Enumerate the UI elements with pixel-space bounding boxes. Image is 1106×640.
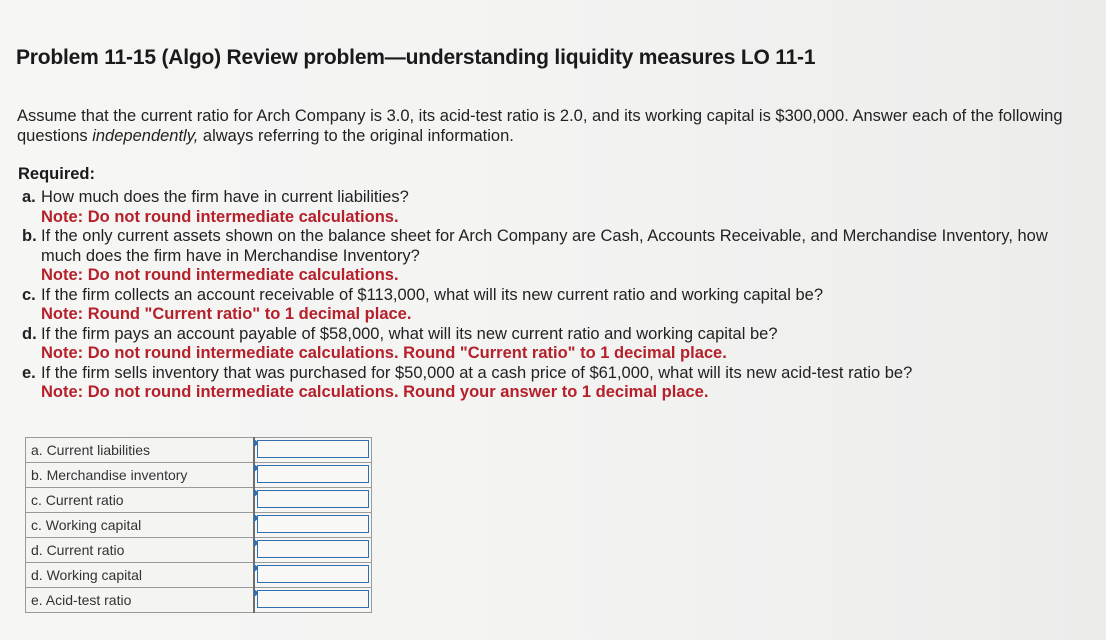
row-label: d. Working capital	[26, 563, 255, 588]
question-note: Note: Round "Current ratio" to 1 decimal place.	[41, 305, 412, 323]
answer-cell	[254, 563, 372, 588]
answer-cell	[254, 513, 372, 538]
answer-cell	[254, 438, 372, 463]
d-working-capital-input[interactable]	[257, 565, 369, 583]
question-letter: c.	[22, 285, 36, 304]
question-letter: d.	[22, 324, 37, 343]
answer-cell	[254, 463, 372, 488]
question-note: Note: Do not round intermediate calculations. Round "Current ratio" to 1 decimal place.	[41, 344, 727, 362]
question-text: If the firm collects an account receivable of $113,000, what will its new current ratio and working capital be?	[41, 285, 824, 304]
question-note: Note: Do not round intermediate calculations. Round your answer to 1 decimal place.	[41, 383, 709, 401]
c-current-ratio-input[interactable]	[257, 490, 369, 508]
question-letter: e.	[22, 363, 36, 382]
d-current-ratio-input[interactable]	[257, 540, 369, 558]
answer-cell	[254, 588, 372, 613]
intro-text-end: always referring to the original information.	[198, 127, 514, 145]
question-note: Note: Do not round intermediate calculations.	[41, 266, 399, 284]
question-a	[22, 188, 1092, 227]
acid-test-ratio-input[interactable]	[257, 590, 369, 608]
question-d	[22, 325, 1092, 364]
question-text: If the firm pays an account payable of $58,000, what will its new current ratio and working capital be?	[41, 324, 778, 343]
answer-cell	[254, 488, 372, 513]
problem-intro	[17, 106, 1097, 146]
answer-table	[25, 437, 372, 613]
row-label: c. Working capital	[26, 513, 255, 538]
question-list	[22, 188, 1092, 403]
question-note: Note: Do not round intermediate calculations.	[41, 207, 399, 226]
question-letter: b.	[22, 227, 37, 245]
question-text: How much does the firm have in current liabilities?	[41, 188, 409, 206]
table-row	[26, 438, 372, 463]
table-row	[26, 513, 372, 538]
question-letter: a.	[22, 188, 36, 206]
row-label: c. Current ratio	[26, 488, 255, 513]
intro-emphasis: independently,	[92, 127, 199, 145]
required-heading: Required:	[18, 165, 96, 183]
row-label: a. Current liabilities	[26, 438, 255, 463]
row-label: d. Current ratio	[26, 538, 255, 563]
current-liabilities-input[interactable]	[257, 440, 369, 458]
c-working-capital-input[interactable]	[257, 515, 369, 533]
answer-cell	[254, 538, 372, 563]
question-c	[22, 286, 1092, 325]
question-b	[22, 227, 1092, 286]
question-text: If the only current assets shown on the balance sheet for Arch Company are Cash, Accounts Receivable, and Merchandise Inventory, how much does the firm have in Merchandise Inventory?	[41, 227, 1048, 265]
question-e	[22, 364, 1092, 403]
merchandise-inventory-input[interactable]	[257, 465, 369, 483]
table-row	[26, 538, 372, 563]
table-row	[26, 463, 372, 488]
row-label: b. Merchandise inventory	[26, 463, 255, 488]
question-text: If the firm sells inventory that was purchased for $50,000 at a cash price of $61,000, what will its new acid-test ratio be?	[41, 363, 913, 382]
row-label: e. Acid-test ratio	[26, 588, 255, 613]
table-row	[26, 488, 372, 513]
intro-text-start: Assume that the current ratio for Arch Company is 3.0, its acid-test ratio is 2.0, and its working capital is $300,000. Answer each of the following questions	[17, 107, 1063, 145]
table-row	[26, 563, 372, 588]
problem-title: Problem 11-15 (Algo) Review problem—understanding liquidity measures LO 11-1	[16, 46, 816, 69]
table-row	[26, 588, 372, 613]
